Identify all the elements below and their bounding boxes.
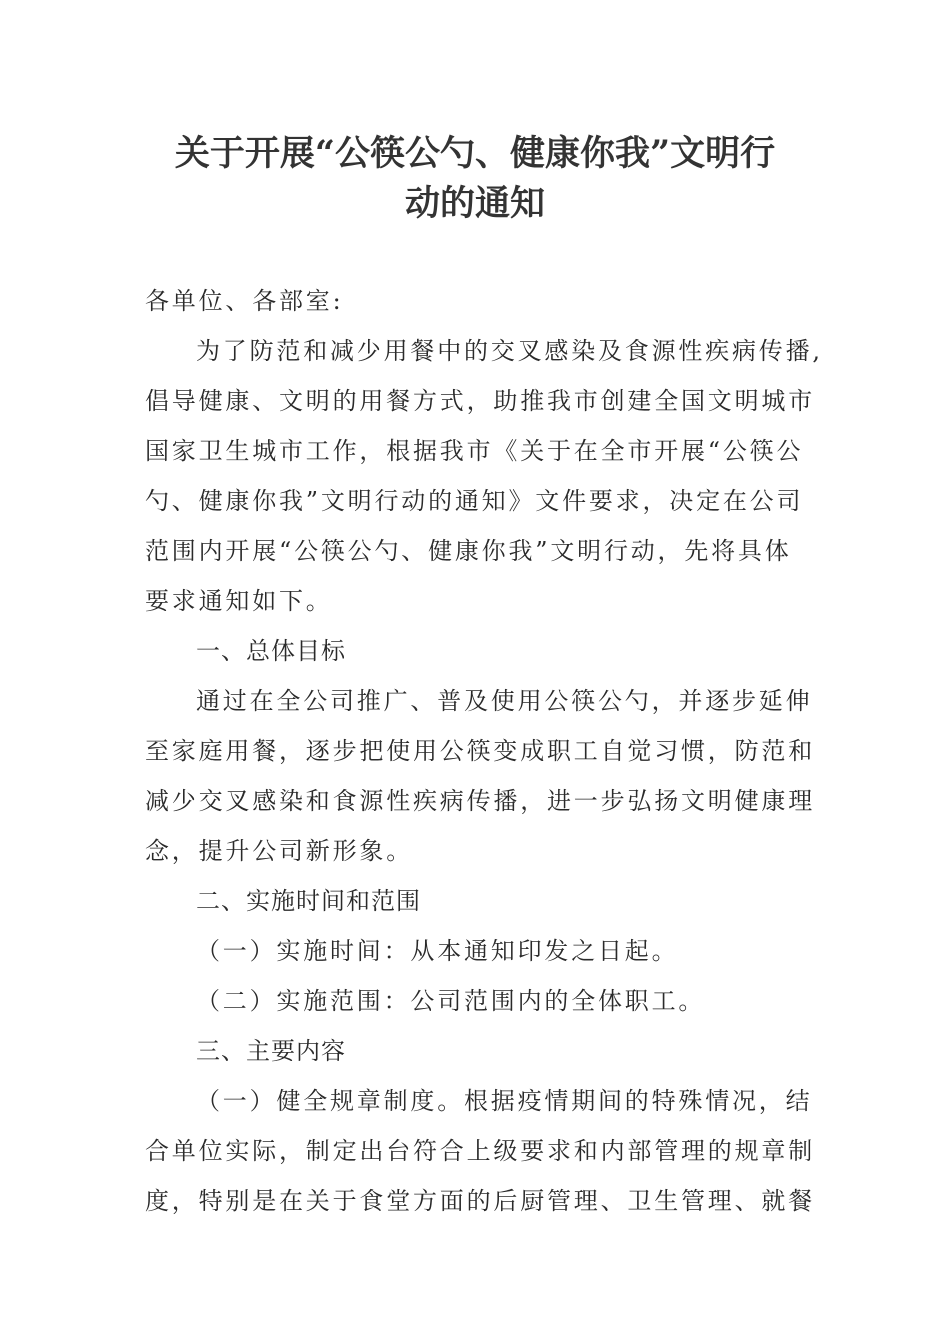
- document-title-line-1: 关于开展“公筷公勺、健康你我”文明行: [174, 133, 776, 174]
- intro-line: 勺、健康你我”文明行动的通知》文件要求，决定在公司: [145, 487, 804, 515]
- document-title-line-2: 动的通知: [404, 183, 545, 224]
- section-1-line: 减少交叉感染和食源性疾病传播，进一步弘扬文明健康理: [145, 787, 815, 815]
- section-heading-goal: 一、总体目标: [196, 637, 346, 665]
- section-1-line: 通过在全公司推广、普及使用公筷公勺，并逐步延伸: [196, 687, 813, 715]
- section-1-line: 念，提升公司新形象。: [145, 837, 413, 865]
- intro-line: 倡导健康、文明的用餐方式，助推我市创建全国文明城市: [145, 387, 815, 415]
- intro-line: 要求通知如下。: [145, 587, 333, 615]
- section-2-item-scope: （二）实施范围：公司范围内的全体职工。: [196, 987, 706, 1015]
- section-3-line: 度，特别是在关于食堂方面的后厨管理、卫生管理、就餐: [145, 1187, 815, 1215]
- section-3-line: 合单位实际，制定出台符合上级要求和内部管理的规章制: [145, 1137, 815, 1165]
- section-3-line: （一）健全规章制度。根据疫情期间的特殊情况，结: [196, 1087, 813, 1115]
- section-heading-time-scope: 二、实施时间和范围: [196, 887, 421, 915]
- intro-line: 范围内开展“公筷公勺、健康你我”文明行动，先将具体: [145, 537, 792, 565]
- intro-line: 为了防范和减少用餐中的交叉感染及食源性疾病传播,: [196, 337, 823, 365]
- section-heading-content: 三、主要内容: [196, 1037, 346, 1065]
- section-1-line: 至家庭用餐，逐步把使用公筷变成职工自觉习惯，防范和: [145, 737, 815, 765]
- salutation: 各单位、各部室:: [145, 287, 344, 315]
- intro-line: 国家卫生城市工作，根据我市《关于在全市开展“公筷公: [145, 437, 804, 465]
- section-2-item-time: （一）实施时间：从本通知印发之日起。: [196, 937, 679, 965]
